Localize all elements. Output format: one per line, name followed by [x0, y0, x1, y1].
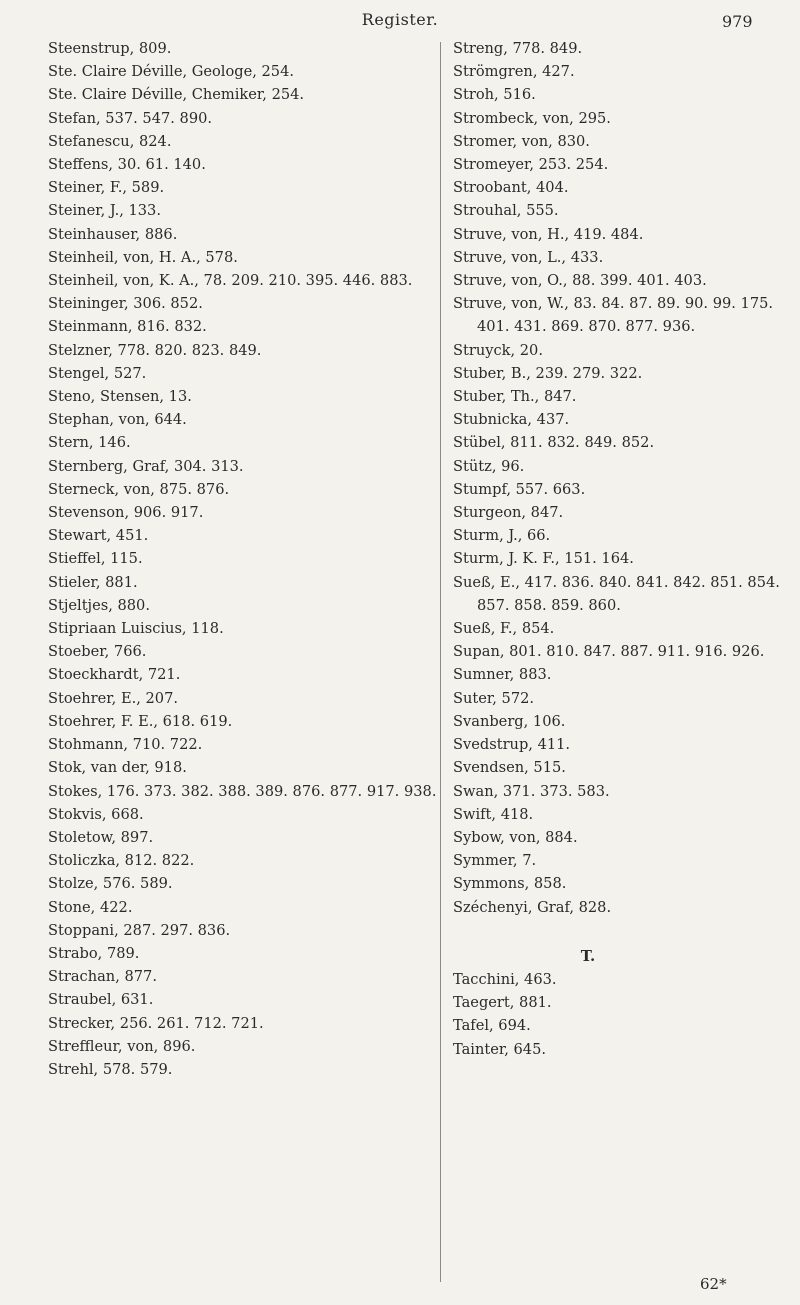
index-entry: Steinmann, 816. 832.: [48, 318, 207, 336]
index-entry: Sueß, F., 854.: [453, 620, 555, 638]
index-entry: Strouhal, 555.: [453, 202, 559, 220]
index-entry: Sumner, 883.: [453, 666, 552, 684]
index-entry: Steinheil, von, H. A., 578.: [48, 248, 238, 266]
index-entry: Stoeber, 766.: [48, 643, 147, 661]
index-entry: Stern, 146.: [48, 434, 131, 452]
index-entry: Stewart, 451.: [48, 527, 149, 545]
index-entry: Streffleur, von, 896.: [48, 1037, 196, 1055]
index-entry: Sturm, J., 66.: [453, 527, 551, 545]
index-entry: Steinhauser, 886.: [48, 225, 178, 243]
letter-heading-t: T.: [580, 946, 596, 965]
index-entry: Strehl, 578. 579.: [48, 1060, 173, 1078]
index-entry: Steffens, 30. 61. 140.: [48, 156, 206, 174]
index-entry: Strabo, 789.: [48, 944, 140, 962]
index-entry: Taegert, 881.: [453, 994, 552, 1012]
index-entry: Stoliczka, 812. 822.: [48, 852, 195, 870]
index-entry: Stütz, 96.: [453, 457, 525, 475]
index-entry: Stephan, von, 644.: [48, 411, 187, 429]
index-column-left: [48, 37, 438, 1081]
index-entry: Suter, 572.: [453, 689, 535, 707]
index-entry: Stefanescu, 824.: [48, 132, 172, 150]
index-entry: Struve, von, O., 88. 399. 401. 403.: [453, 272, 707, 290]
index-entry: Svedstrup, 411.: [453, 736, 571, 754]
index-entry: Stromeyer, 253. 254.: [453, 156, 609, 174]
page-number: 979: [722, 12, 753, 31]
index-entry: Symmons, 858.: [453, 875, 567, 893]
index-entry: Sueß, E., 417. 836. 840. 841. 842. 851. 854. 857. 858. 859. 860.: [453, 573, 780, 614]
index-entry: Struve, von, H., 419. 484.: [453, 225, 644, 243]
index-entry: Stoehrer, F. E., 618. 619.: [48, 712, 233, 730]
index-entry: Strombeck, von, 295.: [453, 109, 611, 127]
index-entry: Steininger, 306. 852.: [48, 295, 203, 313]
index-entry: Stone, 422.: [48, 898, 133, 916]
index-entry: Tainter, 645.: [453, 1040, 547, 1058]
index-entry: Tacchini, 463.: [453, 970, 557, 988]
index-entry: Stumpf, 557. 663.: [453, 480, 586, 498]
index-entry: Stoehrer, E., 207.: [48, 689, 179, 707]
index-entry: Swift, 418.: [453, 805, 534, 823]
running-header: Register.: [361, 10, 439, 29]
index-entry: Stübel, 811. 832. 849. 852.: [453, 434, 655, 452]
index-entry: Strecker, 256. 261. 712. 721.: [48, 1014, 264, 1032]
index-entry: Svendsen, 515.: [453, 759, 566, 777]
index-entry: Steiner, F., 589.: [48, 179, 165, 197]
index-entry: Svanberg, 106.: [453, 712, 566, 730]
index-entry: Stoeckhardt, 721.: [48, 666, 181, 684]
index-column-right: [440, 37, 783, 1061]
index-entry: Steenstrup, 809.: [48, 40, 172, 57]
index-entry: Supan, 801. 810. 847. 887. 911. 916. 926.: [453, 643, 765, 661]
index-entry: Struve, von, W., 83. 84. 87. 89. 90. 99. 175. 401. 431. 869. 870. 877. 936.: [453, 295, 774, 336]
index-entry: Stefan, 537. 547. 890.: [48, 109, 213, 127]
index-entry: Sturm, J. K. F., 151. 164.: [453, 550, 634, 568]
index-entry: Stoletow, 897.: [48, 828, 154, 846]
index-entry: Streng, 778. 849.: [453, 40, 583, 57]
index-entry: Stevenson, 906. 917.: [48, 504, 204, 522]
index-entry: Strömgren, 427.: [453, 63, 575, 81]
index-entry: Symmer, 7.: [453, 852, 537, 870]
index-entry: Stok, van der, 918.: [48, 759, 187, 777]
index-entry: Stipriaan Luiscius, 118.: [48, 620, 224, 638]
index-entry: Stuber, Th., 847.: [453, 388, 577, 406]
index-entry: Strachan, 877.: [48, 968, 157, 986]
index-entry: Straubel, 631.: [48, 991, 154, 1009]
index-entry: Stolze, 576. 589.: [48, 875, 173, 893]
index-entry: Sturgeon, 847.: [453, 504, 564, 522]
index-entry: Stokes, 176. 373. 382. 388. 389. 876. 877. 917. 938.: [48, 782, 437, 800]
index-entry: Steno, Stensen, 13.: [48, 388, 192, 406]
index-entry: Ste. Claire Déville, Chemiker, 254.: [48, 86, 305, 104]
index-entry: Struve, von, L., 433.: [453, 248, 604, 266]
index-entry: Sternberg, Graf, 304. 313.: [48, 457, 244, 475]
index-entry: Stieffel, 115.: [48, 550, 143, 568]
index-entry: Stjeltjes, 880.: [48, 596, 150, 614]
index-entry: Sterneck, von, 875. 876.: [48, 480, 230, 498]
index-entry: Stieler, 881.: [48, 573, 138, 591]
index-entry: Stubnicka, 437.: [453, 411, 570, 429]
index-entry: Stoppani, 287. 297. 836.: [48, 921, 231, 939]
index-entry: Sybow, von, 884.: [453, 828, 578, 846]
index-entry: Tafel, 694.: [453, 1017, 531, 1035]
index-entry: Ste. Claire Déville, Geologe, 254.: [48, 63, 295, 81]
index-entry: Stohmann, 710. 722.: [48, 736, 203, 754]
index-entry: Széchenyi, Graf, 828.: [453, 898, 612, 916]
printer-signature: 62*: [700, 1275, 727, 1293]
index-entry: Stroobant, 404.: [453, 179, 569, 197]
index-entry: Stokvis, 668.: [48, 805, 144, 823]
index-entry: Stroh, 516.: [453, 86, 536, 104]
index-entry: Struyck, 20.: [453, 341, 543, 359]
index-entry: Stromer, von, 830.: [453, 132, 590, 150]
index-entry: Swan, 371. 373. 583.: [453, 782, 610, 800]
index-entry: Steiner, J., 133.: [48, 202, 161, 220]
index-entry: Steinheil, von, K. A., 78. 209. 210. 395. 446. 883.: [48, 272, 413, 290]
index-entry: Stelzner, 778. 820. 823. 849.: [48, 341, 262, 359]
index-entry: Stengel, 527.: [48, 364, 147, 382]
index-entry: Stuber, B., 239. 279. 322.: [453, 364, 643, 382]
